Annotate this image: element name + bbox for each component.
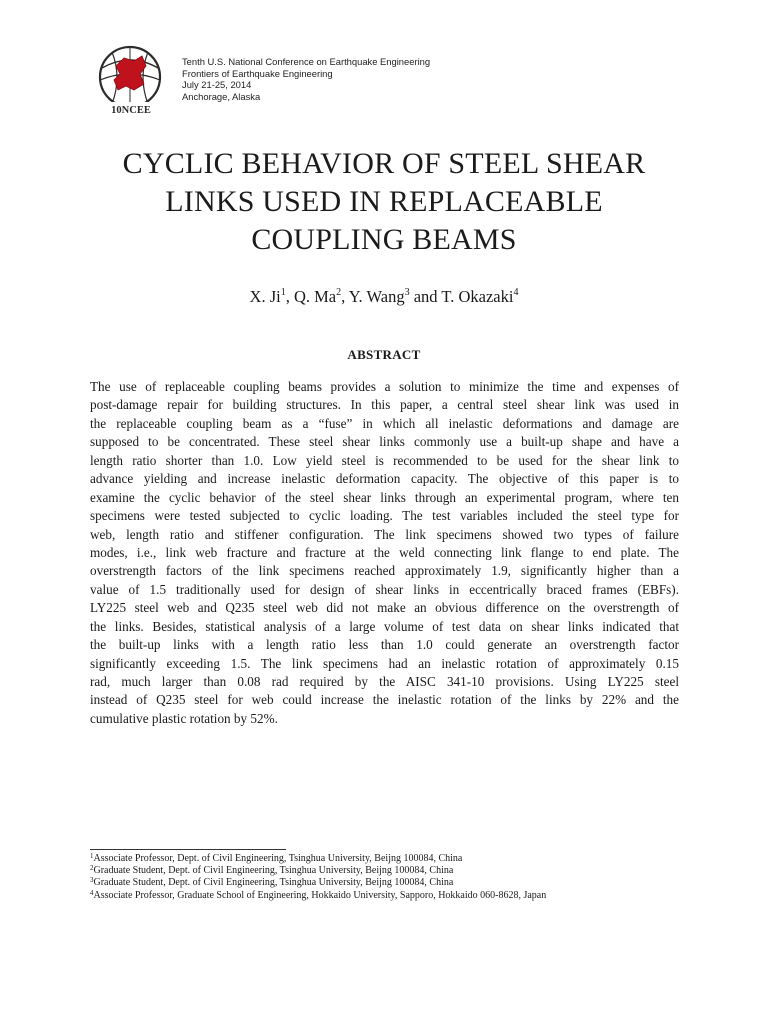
- paper-title: [84, 145, 684, 259]
- author-name: Y. Wang: [348, 287, 405, 306]
- footnote: [90, 877, 690, 889]
- author-affiliation-mark: 1: [280, 287, 286, 298]
- abstract-line: supposed to be concentrated. These steel shear links commonly use a built-up shape and have a: [90, 434, 679, 450]
- abstract-line: the built-up links with a length ratio less than 1.0 could generate an overstrength factor: [90, 637, 679, 653]
- author-name: T. Okazaki: [441, 287, 514, 306]
- footnote-mark: 1: [90, 852, 94, 860]
- abstract-line: cumulative plastic rotation by 52%.: [90, 710, 278, 726]
- footnote-mark: 2: [90, 864, 94, 873]
- conference-info: [182, 56, 502, 102]
- abstract-line: overstrength factors of the link specimens reached approximately 1.9, significantly higher than a: [90, 563, 679, 579]
- title-line: LINKS USED IN REPLACEABLE: [165, 185, 603, 218]
- author-name: Q. Ma: [293, 287, 337, 306]
- footnote-text: Graduate Student, Dept. of Civil Engineering, Tsinghua University, Beijng 100084, China: [93, 865, 454, 877]
- author-separator: ,: [285, 287, 294, 306]
- title-line: CYCLIC BEHAVIOR OF STEEL SHEAR: [122, 147, 646, 180]
- author-affiliation-mark: 2: [336, 287, 342, 298]
- author-affiliation-mark: 4: [513, 287, 519, 298]
- abstract-line: examine the cyclic behavior of the steel shear links through an experimental program, where ten: [90, 489, 679, 505]
- conference-location: Anchorage, Alaska: [182, 90, 261, 102]
- author-affiliation-mark: 3: [404, 287, 410, 298]
- abstract-body: [90, 378, 679, 728]
- abstract-line: length ratio shorter than 1.0. Low yield steel is recommended to be used for the shear link to: [90, 452, 679, 468]
- footnote-text: Graduate Student, Dept. of Civil Engineering, Tsinghua University, Beijng 100084, China: [93, 877, 454, 889]
- abstract-line: The use of replaceable coupling beams provides a solution to minimize the time and expenses of: [90, 379, 679, 394]
- abstract-line: the links. Besides, statistical analysis of a large volume of test data on shear links indicated that: [90, 618, 679, 634]
- conference-dates: July 21-25, 2014: [182, 79, 252, 91]
- abstract-line: advance yielding and increase inelastic deformation capacity. The objective of this paper is to: [90, 471, 679, 487]
- abstract-line: web, length ratio and stiffener configuration. The link specimens showed two types of failure: [90, 526, 679, 542]
- author-name: X. Ji: [249, 287, 281, 306]
- logo-text: 10NCEE: [111, 105, 151, 116]
- footnote: [90, 865, 690, 877]
- footnote-mark: 4: [90, 888, 94, 897]
- conference-subtitle: Frontiers of Earthquake Engineering: [182, 67, 333, 79]
- abstract-line: LY225 steel web and Q235 steel web did not make an obvious difference on the overstrength of: [90, 600, 679, 616]
- footnote-divider: [90, 849, 286, 850]
- conference-name: Tenth U.S. National Conference on Earthquake Engineering: [182, 56, 431, 67]
- abstract-heading: ABSTRACT: [347, 347, 421, 362]
- conference-header: [90, 44, 510, 120]
- author-separator: and: [409, 287, 442, 306]
- author-list: [84, 286, 684, 308]
- abstract-line: rad, much larger than 0.08 rad required by the AISC 341-10 provisions. Using LY225 steel: [90, 674, 679, 689]
- author-separator: ,: [341, 287, 349, 306]
- abstract-line: post-damage repair for building structures. In this paper, a central steel shear link was used in: [90, 397, 679, 413]
- footnote-text: Associate Professor, Dept. of Civil Engineering, Tsinghua University, Beijng 100084, China: [93, 853, 463, 864]
- abstract-line: instead of Q235 steel for web could increase the inelastic rotation of the links by 22% and the: [90, 692, 679, 708]
- footnote-text: Associate Professor, Graduate School of Engineering, Hokkaido University, Sapporo, Hokkaido 060-8628, Japan: [93, 889, 547, 901]
- abstract-line: modes, i.e., link web fracture and fracture at the weld connecting link flange to end plate. The: [90, 544, 679, 560]
- footnote-mark: 3: [90, 876, 94, 885]
- abstract-line: the replaceable coupling beam as a “fuse” in which all inelastic deformations and damage are: [90, 415, 679, 431]
- abstract-line: value of 1.5 traditionally used for design of shear links in eccentrically braced frames (EBFs).: [90, 581, 679, 597]
- footnotes: [90, 853, 690, 902]
- abstract-line: significantly exceeding 1.5. The link specimens had an inelastic rotation of approximately 0.15: [90, 655, 679, 671]
- conference-logo: [90, 44, 174, 120]
- footnote: [90, 890, 690, 902]
- abstract-line: specimens were tested subjected to cyclic loading. The test variables included the steel type for: [90, 508, 679, 524]
- footnote: [90, 853, 690, 865]
- title-line: COUPLING BEAMS: [251, 223, 517, 256]
